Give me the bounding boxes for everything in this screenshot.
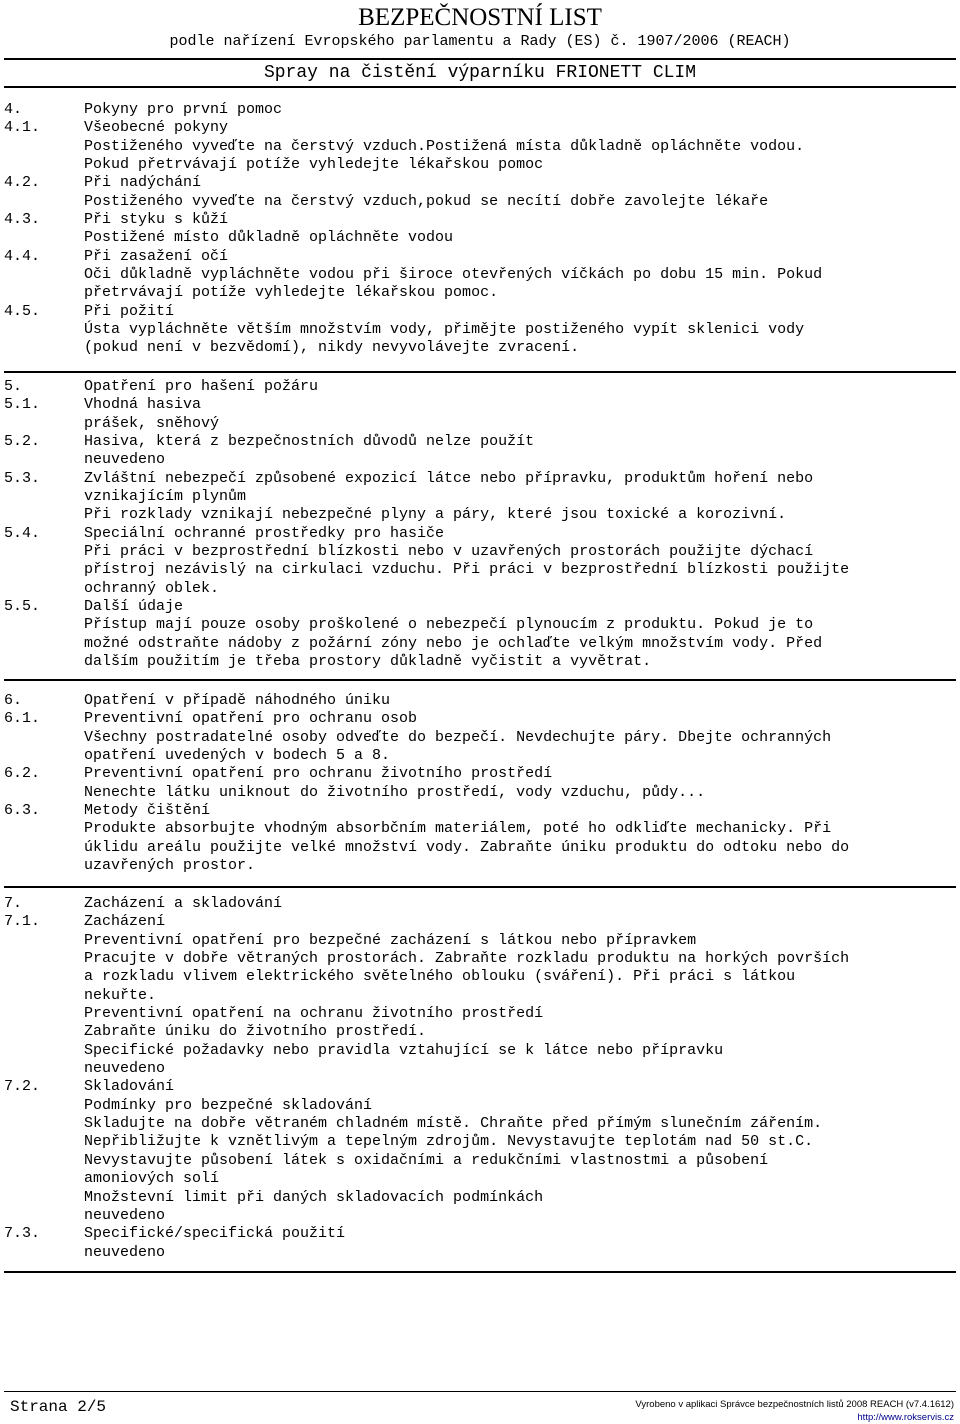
section-text-row [4, 1207, 956, 1225]
section-text: uzavřených prostor. [84, 857, 256, 875]
section-7-handling-storage [4, 895, 956, 1262]
footer-credits [635, 1398, 954, 1424]
section-text: Opatření v případě náhodného úniku [84, 692, 391, 709]
section-text-row [4, 1189, 956, 1207]
section-text: Při práci v bezprostřední blízkosti nebo v uzavřených prostorách použijte dýchací [84, 543, 814, 561]
section-text-row [4, 156, 956, 174]
section-heading-row [4, 174, 956, 192]
section-number: 6.2. [4, 765, 41, 783]
section-text-row [4, 543, 956, 561]
section-text-row [4, 1133, 956, 1151]
section-text-row [4, 1244, 956, 1262]
section-number: 6.3. [4, 802, 41, 820]
section-text-row [4, 321, 956, 339]
section-number: 4.2. [4, 174, 41, 192]
section-number: 4. [4, 101, 23, 118]
section-text-row [4, 839, 956, 857]
section-text: Pokud přetrvávají potíže vyhledejte lékařskou pomoc [84, 156, 544, 174]
section-text: Oči důkladně vypláchněte vodou při široce otevřených víčkách po dobu 15 min. Pokud [84, 266, 823, 284]
section-text: Nevystavujte působení látek s oxidačními a redukčními vlastnostmi a působení [84, 1151, 769, 1169]
section-number: 5.2. [4, 433, 41, 451]
section-text: Nenechte látku uniknout do životního prostředí, vody vzduchu, půdy... [84, 783, 706, 801]
footer-link[interactable]: http://www.rokservis.cz [857, 1412, 954, 1423]
section-heading-row [4, 525, 956, 543]
section-heading-row [4, 765, 956, 783]
section-heading-row [4, 598, 956, 616]
section-text-row [4, 747, 956, 765]
section-text-row [4, 488, 956, 506]
section-text: Zacházení [84, 913, 166, 931]
section-text: Pokyny pro první pomoc [84, 101, 283, 118]
section-text-row [4, 1060, 956, 1078]
section-number: 5.3. [4, 469, 41, 487]
section-text: opatření uvedených v bodech 5 a 8. [84, 747, 391, 765]
section-text: neuvedeno [84, 1243, 166, 1261]
section-heading-row [4, 248, 956, 266]
section-heading-row [4, 913, 956, 931]
section-heading-row [4, 378, 956, 396]
section-text-row [4, 653, 956, 671]
section-text-row [4, 451, 956, 469]
section-text-row [4, 266, 956, 284]
section-heading-row [4, 710, 956, 728]
section-text: amoniových solí [84, 1170, 220, 1188]
section-text: přetrvávají potíže vyhledejte lékařskou pomoc. [84, 284, 499, 302]
section-text-row [4, 1170, 956, 1188]
regulation-subtitle: podle nařízení Evropského parlamentu a Rady (ES) č. 1907/2006 (REACH) [169, 33, 791, 50]
section-text-row [4, 729, 956, 747]
section-text: neuvedeno [84, 1206, 166, 1224]
section-6-rule [4, 886, 956, 888]
section-text: Další údaje [84, 598, 184, 616]
section-text: Zacházení a skladování [84, 895, 283, 912]
section-heading-row [4, 692, 956, 710]
section-6-accidental-release [4, 692, 956, 875]
section-text-row [4, 1152, 956, 1170]
section-text: Postiženého vyveďte na čerstvý vzduch.Postižená místa důkladně opláchněte vodou. [84, 137, 805, 155]
section-text: Při styku s kůží [84, 211, 229, 229]
section-text: Přístup mají pouze osoby proškolené o nebezpečí plynoucím z produktu. Pokud je to [84, 616, 814, 634]
section-text: Opatření pro hašení požáru [84, 378, 319, 395]
section-text-row [4, 1005, 956, 1023]
section-5-rule [4, 679, 956, 681]
section-number: 5.1. [4, 396, 41, 414]
section-number: 5.4. [4, 524, 41, 542]
document-header [4, 4, 956, 51]
section-text: Při požití [84, 302, 175, 320]
section-text: dalším použitím je třeba prostory důkladně vyčistit a vyvětrat. [84, 653, 652, 671]
section-number: 6. [4, 692, 23, 709]
section-text: Při rozklady vznikají nebezpečné plyny a páry, které jsou toxické a korozivní. [84, 506, 787, 524]
section-text: úklidu areálu použijte velké množství vody. Zabraňte úniku produktu do odtoku nebo do [84, 838, 850, 856]
section-text: Preventivní opatření pro ochranu životního prostředí [84, 765, 553, 783]
section-text: Specifické/specifická použití [84, 1225, 346, 1243]
section-text: Metody čištění [84, 802, 211, 820]
section-text: neuvedeno [84, 451, 166, 469]
section-text: ochranný oblek. [84, 579, 220, 597]
section-text-row [4, 415, 956, 433]
section-7-rule [4, 1271, 956, 1273]
section-text: Ústa vypláchněte větším množstvím vody, přimějte postiženého vypít sklenici vody [84, 321, 805, 339]
section-text: nekuřte. [84, 986, 157, 1004]
section-text: neuvedeno [84, 1060, 166, 1078]
product-name: Spray na čistění výparníku FRIONETT CLIM [263, 63, 697, 83]
section-text: prášek, sněhový [84, 414, 220, 432]
section-text-row [4, 284, 956, 302]
section-number: 4.5. [4, 302, 41, 320]
section-text-row [4, 339, 956, 357]
section-text-row [4, 229, 956, 247]
section-text-row [4, 561, 956, 579]
section-text: Množstevní limit při daných skladovacích podmínkách [84, 1188, 544, 1206]
section-text-row [4, 968, 956, 986]
section-text: Podmínky pro bezpečné skladování [84, 1096, 373, 1114]
section-number: 7.2. [4, 1078, 41, 1096]
section-text: možné odstraňte nádoby z požární zóny nebo je ochlaďte velkým množstvím vody. Před [84, 634, 823, 652]
section-text: Skladování [84, 1078, 175, 1096]
section-text: Specifické požadavky nebo pravidla vztahující se k látce nebo přípravku [84, 1041, 724, 1059]
section-text: (pokud není v bezvědomí), nikdy nevyvolávejte zvracení. [84, 339, 580, 357]
section-heading-row [4, 211, 956, 229]
section-heading-row [4, 433, 956, 451]
section-text-row [4, 580, 956, 598]
document-title: BEZPEČNOSTNÍ LIST [358, 4, 602, 31]
footer-rule [4, 1391, 956, 1392]
section-text: Při zasažení očí [84, 247, 229, 265]
section-text: Hasiva, která z bezpečnostních důvodů nelze použít [84, 433, 535, 451]
section-heading-row [4, 895, 956, 913]
section-text-row [4, 635, 956, 653]
section-heading-row [4, 303, 956, 321]
section-text: Produkte absorbujte vhodným absorbčním materiálem, poté ho odkliďte mechanicky. Při [84, 820, 832, 838]
section-number: 7.1. [4, 913, 41, 931]
section-number: 7. [4, 895, 23, 912]
section-text-row [4, 616, 956, 634]
section-text-row [4, 138, 956, 156]
section-text-row [4, 506, 956, 524]
section-text-row [4, 950, 956, 968]
section-text-row [4, 932, 956, 950]
section-heading-row [4, 1078, 956, 1096]
section-number: 5.5. [4, 598, 41, 616]
section-text: Při nadýchání [84, 174, 202, 192]
section-number: 5. [4, 378, 23, 395]
section-text: Postiženého vyveďte na čerstvý vzduch,pokud se necítí dobře zavolejte lékaře [84, 192, 769, 210]
section-heading-row [4, 396, 956, 414]
section-heading-row [4, 802, 956, 820]
section-text: vznikajícím plynům [84, 488, 247, 506]
section-4-first-aid [4, 101, 956, 358]
section-text-row [4, 857, 956, 875]
section-text: Všeobecné pokyny [84, 119, 229, 137]
section-text-row [4, 820, 956, 838]
section-text: Pracujte v dobře větraných prostorách. Zabraňte rozkladu produktu na horkých površích [84, 950, 850, 968]
section-text-row [4, 1042, 956, 1060]
section-text: Preventivní opatření pro ochranu osob [84, 710, 418, 728]
section-text: Nepřibližujte k vznětlivým a tepelným zdrojům. Nevystavujte teplotám nad 50 st.C. [84, 1133, 814, 1151]
section-text: Speciální ochranné prostředky pro hasiče [84, 524, 445, 542]
header-rule-top [4, 58, 956, 60]
section-text-row [4, 784, 956, 802]
section-number: 4.4. [4, 247, 41, 265]
section-text: Preventivní opatření pro bezpečné zacházení s látkou nebo přípravkem [84, 931, 697, 949]
section-5-firefighting [4, 378, 956, 672]
section-number: 6.1. [4, 710, 41, 728]
section-text: přístroj nezávislý na cirkulaci vzduchu. Při práci v bezprostřední blízkosti použijte [84, 561, 850, 579]
section-text-row [4, 1115, 956, 1133]
section-text: a rozkladu vlivem elektrického světelného oblouku (sváření). Při práci s látkou [84, 968, 796, 986]
header-rule-bottom [4, 86, 956, 88]
section-text-row [4, 1097, 956, 1115]
section-text: Preventivní opatření na ochranu životního prostředí [84, 1005, 544, 1023]
section-4-rule [4, 371, 956, 373]
section-text: Vhodná hasiva [84, 396, 202, 414]
page-number: Strana 2/5 [10, 1398, 107, 1416]
section-text: Skladujte na dobře větraném chladném místě. Chraňte před přímým slunečním zářením. [84, 1115, 823, 1133]
section-text: Postižené místo důkladně opláchněte vodou [84, 229, 454, 247]
section-text: Zvláštní nebezpečí způsobené expozicí látce nebo přípravku, produktům hoření nebo [84, 469, 814, 487]
generator-note: Vyrobeno v aplikaci Správce bezpečnostních listů 2008 REACH (v7.4.1612) [635, 1399, 954, 1410]
section-heading-row [4, 119, 956, 137]
section-heading-row [4, 1225, 956, 1243]
section-text-row [4, 193, 956, 211]
section-text-row [4, 1023, 956, 1041]
section-text: Všechny postradatelné osoby odveďte do bezpečí. Nevdechujte páry. Dbejte ochranných [84, 728, 832, 746]
section-number: 7.3. [4, 1225, 41, 1243]
section-number: 4.1. [4, 119, 41, 137]
section-number: 4.3. [4, 211, 41, 229]
section-heading-row [4, 470, 956, 488]
section-text-row [4, 987, 956, 1005]
section-text: Zabraňte úniku do životního prostředí. [84, 1023, 427, 1041]
section-heading-row [4, 101, 956, 119]
